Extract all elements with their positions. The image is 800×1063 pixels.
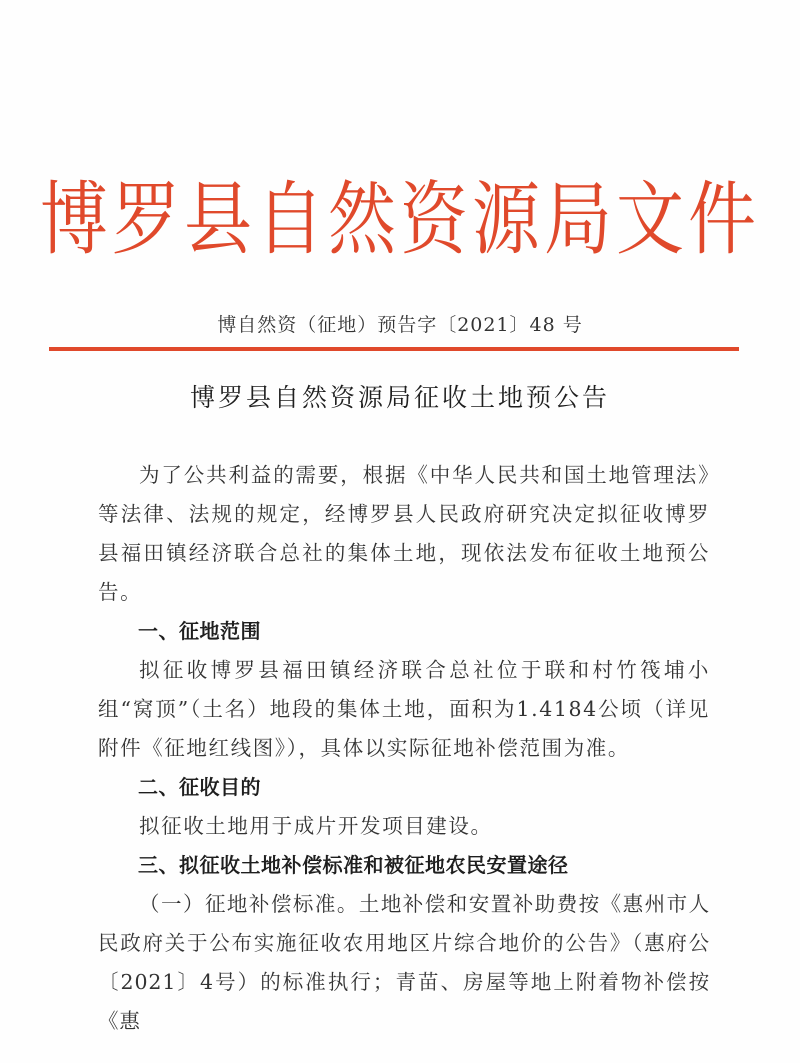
masthead-title: 博罗县自然资源局文件 — [39, 173, 760, 268]
notice-body — [98, 456, 710, 1041]
intro-paragraph: 为了公共利益的需要，根据《中华人民共和国土地管理法》等法律、法规的规定，经博罗县人民政府研究决定拟征收博罗县福田镇经济联合总社的集体土地，现依法发布征收土地预公告。 — [98, 463, 710, 604]
section-heading-purpose: 二、征收目的 — [138, 775, 261, 799]
document-number: 博自然资（征地）预告字〔2021〕48 号 — [217, 314, 583, 336]
section-heading-scope: 一、征地范围 — [138, 619, 261, 643]
section-heading-compensation: 三、拟征收土地补偿标准和被征地农民安置途径 — [138, 853, 569, 877]
purpose-paragraph: 拟征收土地用于成片开发项目建设。 — [139, 814, 493, 838]
compensation-paragraph: （一）征地补偿标准。土地补偿和安置补助费按《惠州市人民政府关于公布实施征收农用地区片综合地价的公告》（惠府公〔2021〕4号）的标准执行；青苗、房屋等地上附着物补偿按《惠 — [98, 892, 710, 1033]
red-divider-rule — [49, 347, 739, 351]
notice-title: 博罗县自然资源局征收土地预公告 — [189, 383, 610, 412]
scope-paragraph: 拟征收博罗县福田镇经济联合总社位于联和村竹筏埔小组“窝顶”（土名）地段的集体土地，面积为1.4184公顷（详见附件《征地红线图》），具体以实际征地补偿范围为准。 — [98, 658, 710, 760]
